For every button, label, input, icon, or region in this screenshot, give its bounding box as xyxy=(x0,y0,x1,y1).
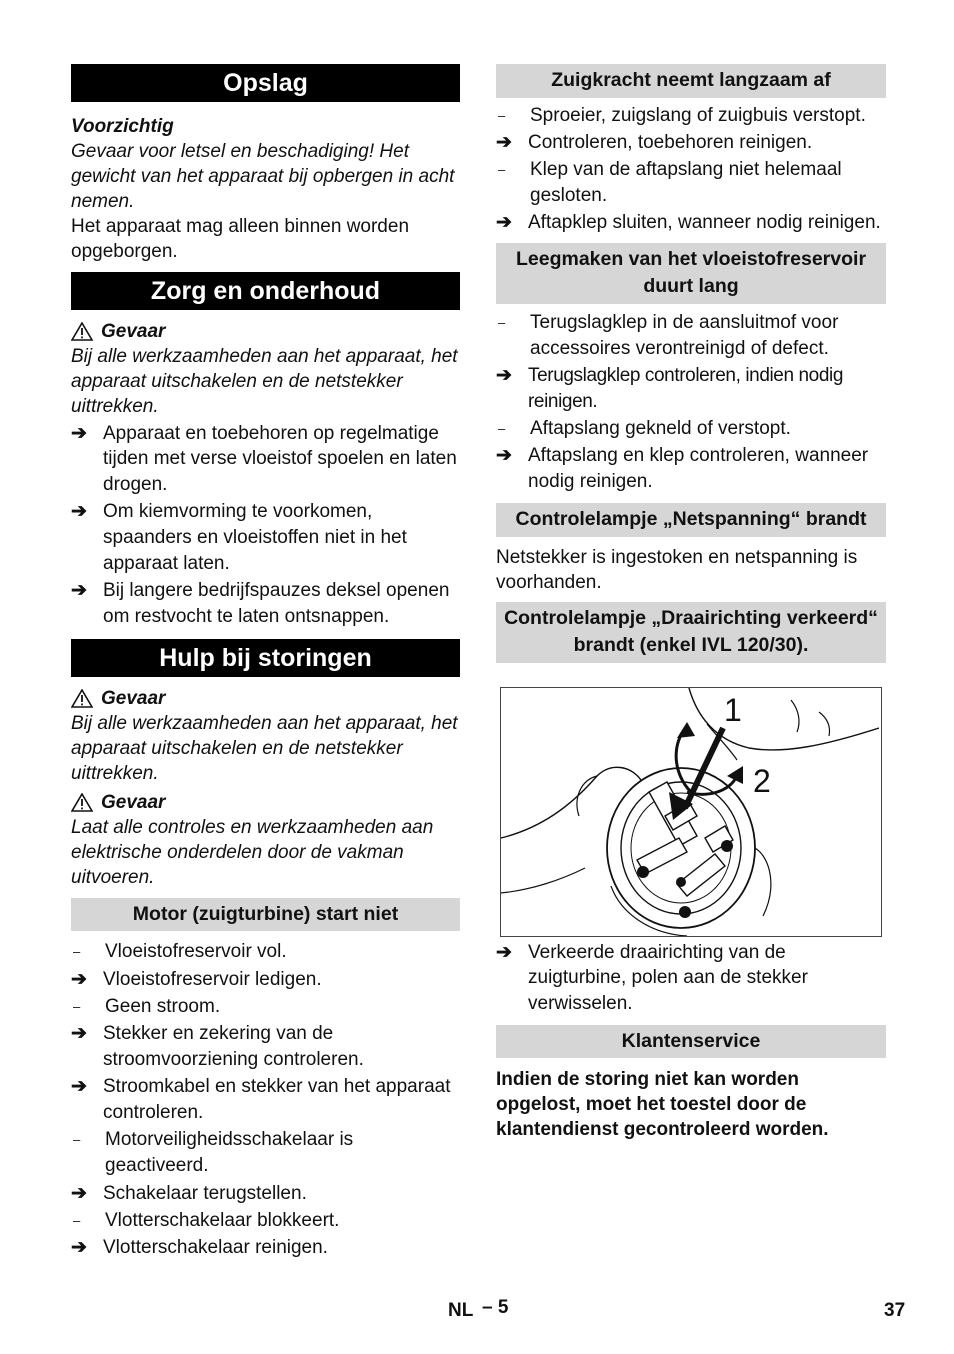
danger-label: Gevaar xyxy=(101,321,166,342)
danger-text: Laat alle controles en werkzaamheden aan elektrische onderdelen door de vakman uitvoeren. xyxy=(71,816,434,888)
arrow-right-icon: ➔ xyxy=(496,212,512,234)
list-item: ➔ Aftapslang en klep controleren, wanneer nodig reinigen. xyxy=(496,443,886,495)
heading-leegmaken: Leegmaken van het vloeistofreservoir duurt lang xyxy=(496,243,886,304)
heading-draairichting: Controlelampje „Draairichting verkeerd“ brandt (enkel IVL 120/30). xyxy=(496,602,886,663)
warning-triangle-icon xyxy=(71,322,93,341)
danger-text: Bij alle werkzaamheden aan het apparaat, het apparaat uitschakelen en de netstekker uittrekken. xyxy=(71,712,458,784)
list-item: ➔ Schakelaar terugstellen. xyxy=(71,1181,460,1207)
list-item: – Sproeier, zuigslang of zuigbuis verstopt. xyxy=(496,103,886,129)
caution-text: Gevaar voor letsel en beschadiging! Het gewicht van het apparaat bij opbergen in acht nemen. xyxy=(71,141,455,212)
figure-label-1: 1 xyxy=(724,691,742,728)
dash-icon: – xyxy=(73,944,81,960)
list-item: ➔ Stroomkabel en stekker van het apparaat controleren. xyxy=(71,1074,460,1126)
heading-zuigkracht: Zuigkracht neemt langzaam af xyxy=(496,64,886,98)
klantenservice-text: Indien de storing niet kan worden opgelost, moet het toestel door de klantendienst gecontroleerd worden. xyxy=(496,1069,829,1141)
danger-text: Bij alle werkzaamheden aan het apparaat, het apparaat uitschakelen en de netstekker uittrekken. xyxy=(71,346,458,417)
dash-icon: – xyxy=(73,1132,81,1148)
list-item: – Motorveiligheidsschakelaar is geactiveerd. xyxy=(71,1127,460,1179)
caution-label: Voorzichtig xyxy=(71,116,174,137)
leeg-list xyxy=(496,310,886,495)
list-item: ➔ Bij langere bedrijfspauzes deksel openen om restvocht te laten ontsnappen. xyxy=(71,578,460,630)
arrow-right-icon: ➔ xyxy=(71,422,87,444)
zuig-list xyxy=(496,103,886,236)
dash-icon: – xyxy=(73,1212,81,1228)
netspanning-text: Netstekker is ingestoken en netspanning is voorhanden. xyxy=(496,546,858,593)
heading-netspanning: Controlelampje „Netspanning“ brandt xyxy=(496,503,886,537)
dash-icon: – xyxy=(498,107,506,123)
arrow-right-icon: ➔ xyxy=(496,445,512,467)
danger-heading xyxy=(71,686,460,711)
list-item: ➔ Aftapklep sluiten, wanneer nodig reinigen. xyxy=(496,210,886,236)
list-item: ➔ Verkeerde draairichting van de zuigturbine, polen aan de stekker verwisselen. xyxy=(496,940,886,1017)
list-item: ➔ Vlotterschakelaar reinigen. xyxy=(71,1235,460,1261)
storage-text: Het apparaat mag alleen binnen worden opgeborgen. xyxy=(71,216,410,262)
danger-label: Gevaar xyxy=(101,791,166,813)
arrow-right-icon: ➔ xyxy=(71,1182,87,1204)
zorg-list xyxy=(71,421,460,630)
heading-motor: Motor (zuigturbine) start niet xyxy=(71,898,460,932)
list-item: ➔ Controleren, toebehoren reinigen. xyxy=(496,130,886,156)
plug-rotation-figure xyxy=(500,687,882,937)
arrow-right-icon: ➔ xyxy=(496,365,512,387)
figure-label-2: 2 xyxy=(753,762,771,799)
plug-illustration xyxy=(501,688,879,936)
footer-language: NL xyxy=(448,1300,474,1321)
heading-hulp: Hulp bij storingen xyxy=(71,639,460,677)
heading-klantenservice: Klantenservice xyxy=(496,1025,886,1059)
dash-icon: – xyxy=(498,421,506,437)
arrow-right-icon: ➔ xyxy=(71,501,87,523)
arrow-right-icon: ➔ xyxy=(71,1076,87,1098)
danger-heading xyxy=(71,319,460,344)
list-item: ➔ Terugslagklep controleren, indien nodig reinigen. xyxy=(496,363,886,415)
caution-heading xyxy=(71,114,460,139)
list-item: – Aftapslang gekneld of verstopt. xyxy=(496,416,886,442)
heading-opslag: Opslag xyxy=(71,64,460,102)
list-item: – Geen stroom. xyxy=(71,994,460,1020)
footer-section: – 5 xyxy=(482,1297,509,1318)
arrow-right-icon: ➔ xyxy=(71,580,87,602)
arrow-right-icon: ➔ xyxy=(496,131,512,153)
page-number: 37 xyxy=(884,1300,906,1321)
list-item: – Terugslagklep in de aansluitmof voor accessoires verontreinigd of defect. xyxy=(496,310,886,362)
list-item: ➔ Stekker en zekering van de stroomvoorziening controleren. xyxy=(71,1021,460,1073)
warning-triangle-icon xyxy=(71,689,93,708)
dash-icon: – xyxy=(73,998,81,1014)
heading-zorg: Zorg en onderhoud xyxy=(71,272,460,310)
arrow-right-icon: ➔ xyxy=(496,941,512,963)
arrow-right-icon: ➔ xyxy=(71,968,87,990)
list-item: ➔ Apparaat en toebehoren op regelmatige tijden met verse vloeistof spoelen en laten drogen. xyxy=(71,421,460,498)
right-column xyxy=(496,64,886,1142)
left-column xyxy=(71,64,460,1261)
list-item: – Klep van de aftapslang niet helemaal gesloten. xyxy=(496,157,886,209)
arrow-right-icon: ➔ xyxy=(71,1237,87,1259)
list-item: ➔ Vloeistofreservoir ledigen. xyxy=(71,967,460,993)
list-item: – Vloeistofreservoir vol. xyxy=(71,939,460,965)
list-item: ➔ Om kiemvorming te voorkomen, spaanders en vloeistoffen niet in het apparaat laten. xyxy=(71,499,460,576)
dash-icon: – xyxy=(498,162,506,178)
warning-triangle-icon xyxy=(71,793,93,812)
arrow-right-icon: ➔ xyxy=(71,1023,87,1045)
list-item: – Vlotterschakelaar blokkeert. xyxy=(71,1208,460,1234)
danger-label: Gevaar xyxy=(101,687,166,709)
danger-heading xyxy=(71,790,460,815)
dash-icon: – xyxy=(498,314,506,330)
motor-list xyxy=(71,939,460,1261)
